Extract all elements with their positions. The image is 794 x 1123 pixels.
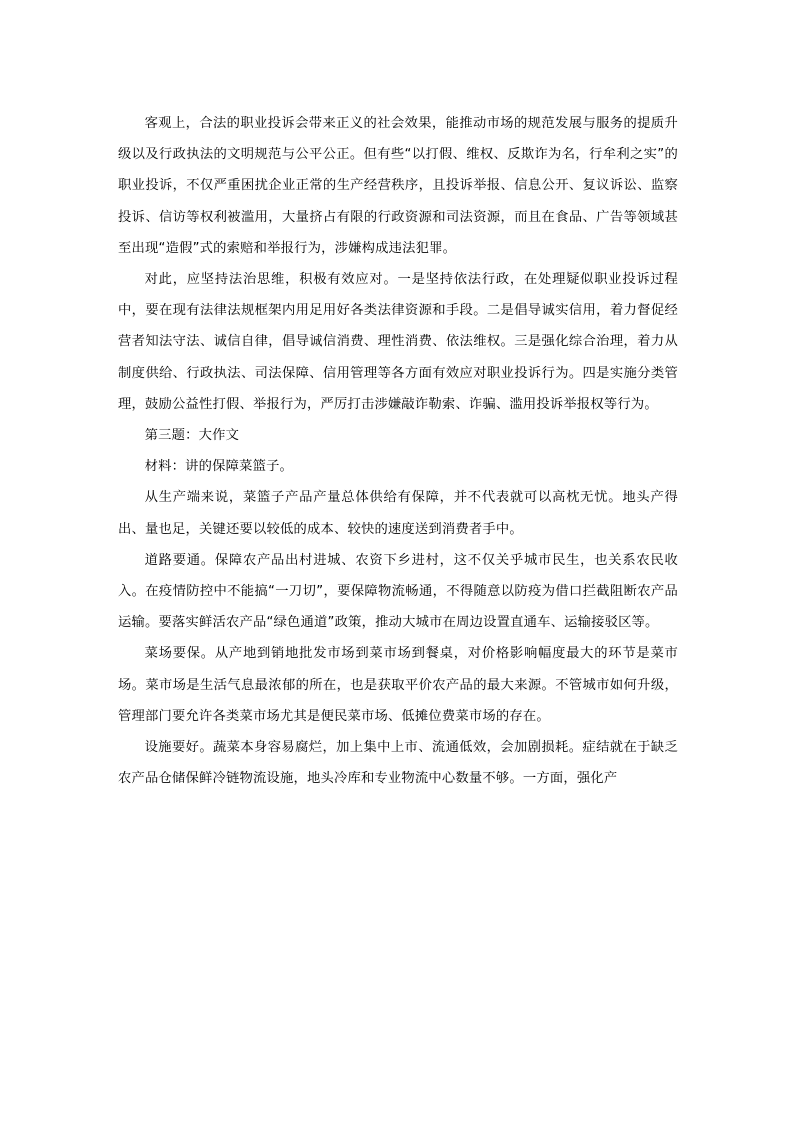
- document-body: [118, 108, 678, 794]
- paragraph-legal-complaints: 客观上，合法的职业投诉会带来正义的社会效果，能推动市场的规范发展与服务的提质升级以及行政执法的文明规范与公平公正。但有些“以打假、维权、反欺诈为名，行牟利之实”的职业投诉，不仅严重困扰企业正常的生产经营秩序，且投诉举报、信息公开、复议诉讼、监察投诉、信访等权利被滥用，大量挤占有限的行政资源和司法资源，而且在食品、广告等领域甚至出现“造假”式的索赔和举报行为，涉嫌构成违法犯罪。: [118, 116, 678, 256]
- paragraph-countermeasures: 对此，应坚持法治思维，积极有效应对。一是坚持依法行政，在处理疑似职业投诉过程中，要在现有法律法规框架内用足用好各类法律资源和手段。二是倡导诚实信用，着力督促经营者知法守法、诚信自律，倡导诚信消费、理性消费、依法维权。三是强化综合治理，着力从制度供给、行政执法、司法保障、信用管理等各方面有效应对职业投诉行为。四是实施分类管理，鼓励公益性打假、举报行为，严厉打击涉嫌敲诈勒索、诈骗、滥用投诉举报权等行为。: [118, 272, 678, 412]
- paragraph-markets: 菜场要保。从产地到销地批发市场到菜市场到餐桌，对价格影响幅度最大的环节是菜市场。菜市场是生活气息最浓郁的所在，也是获取平价农产品的最大来源。不管城市如何升级，管理部门要允许各类菜市场尤其是便民菜市场、低摊位费菜市场的存在。: [118, 646, 678, 724]
- question-three-heading: 第三题：大作文: [144, 428, 240, 444]
- paragraph-facilities: 设施要好。蔬菜本身容易腐烂，加上集中上市、流通低效，会加剧损耗。症结就在于缺乏农产品仓储保鲜冷链物流设施，地头冷库和专业物流中心数量不够。一方面，强化产: [118, 740, 678, 787]
- paragraph-roads: 道路要通。保障农产品出村进城、农资下乡进村，这不仅关乎城市民生，也关系农民收入。在疫情防控中不能搞“一刀切”，要保障物流畅通，不得随意以防疫为借口拦截阻断农产品运输。要落实鲜活农产品“绿色通道”政策，推动大城市在周边设置直通车、运输接驳区等。: [118, 552, 678, 631]
- paragraph-production-side: 从生产端来说，菜篮子产品产量总体供给有保障，并不代表就可以高枕无忧。地头产得出、量也足，关键还要以较低的成本、较快的速度送到消费者手中。: [118, 490, 678, 537]
- material-line: 材料：讲的保障菜篮子。: [144, 459, 294, 475]
